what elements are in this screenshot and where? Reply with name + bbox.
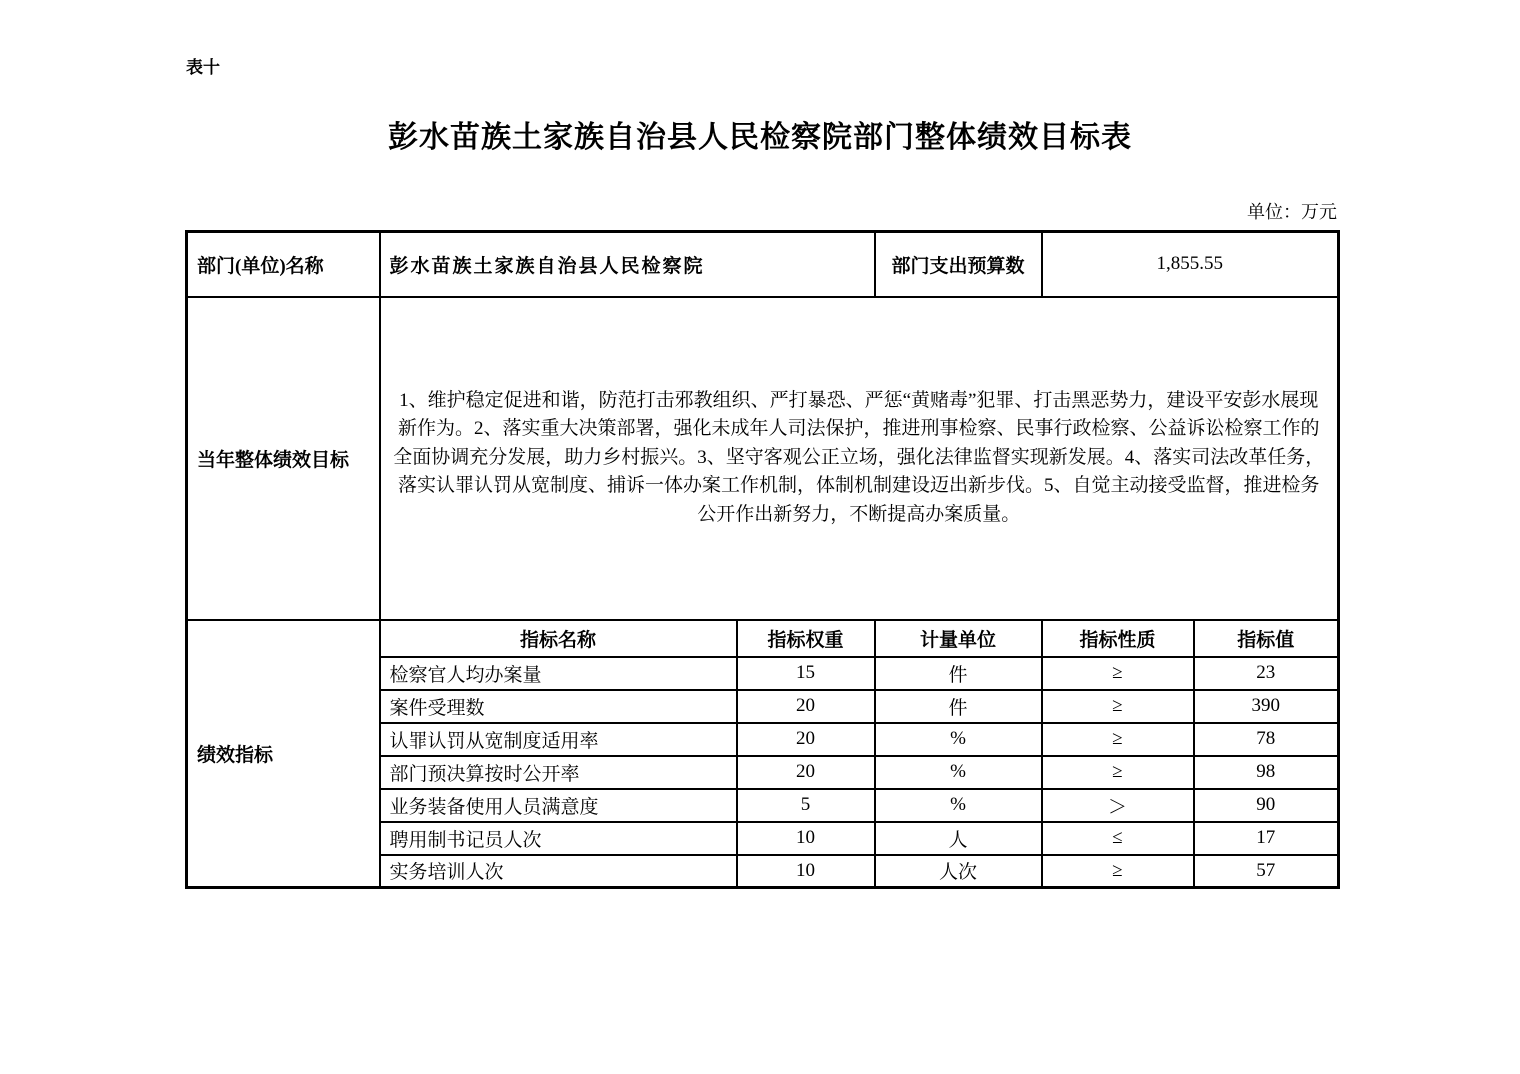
header-indicator-weight: 指标权重 xyxy=(737,620,875,657)
indicator-value-cell: 98 xyxy=(1194,756,1339,789)
indicator-value-cell: 17 xyxy=(1194,822,1339,855)
indicator-unit-cell: 件 xyxy=(875,690,1042,723)
indicator-value-cell: 78 xyxy=(1194,723,1339,756)
indicators-section-label: 绩效指标 xyxy=(187,620,380,888)
indicator-name-cell: 案件受理数 xyxy=(380,690,737,723)
indicator-value-cell: 390 xyxy=(1194,690,1339,723)
budget-label: 部门支出预算数 xyxy=(875,232,1042,297)
indicator-value-cell: 23 xyxy=(1194,657,1339,690)
indicator-weight-cell: 15 xyxy=(737,657,875,690)
table-number-label: 表十 xyxy=(186,58,220,77)
indicator-unit-cell: % xyxy=(875,789,1042,822)
header-measure-unit: 计量单位 xyxy=(875,620,1042,657)
header-indicator-value: 指标值 xyxy=(1194,620,1339,657)
indicator-header-row xyxy=(187,620,1339,657)
indicator-weight-cell: 10 xyxy=(737,855,875,888)
indicator-unit-cell: 人 xyxy=(875,822,1042,855)
indicator-name-cell: 检察官人均办案量 xyxy=(380,657,737,690)
indicator-unit-cell: 件 xyxy=(875,657,1042,690)
indicator-unit-cell: % xyxy=(875,756,1042,789)
indicator-name-cell: 实务培训人次 xyxy=(380,855,737,888)
department-row xyxy=(187,232,1339,297)
header-indicator-name: 指标名称 xyxy=(380,620,737,657)
indicator-weight-cell: 5 xyxy=(737,789,875,822)
indicator-name-cell: 认罪认罚从宽制度适用率 xyxy=(380,723,737,756)
department-name-value: 彭水苗族土家族自治县人民检察院 xyxy=(380,232,875,297)
indicator-unit-cell: % xyxy=(875,723,1042,756)
page-title: 彭水苗族土家族自治县人民检察院部门整体绩效目标表 xyxy=(388,121,1132,154)
indicator-value-cell: 90 xyxy=(1194,789,1339,822)
unit-note: 单位：万元 xyxy=(1247,202,1337,222)
indicator-name-cell: 聘用制书记员人次 xyxy=(380,822,737,855)
indicator-name-cell: 部门预决算按时公开率 xyxy=(380,756,737,789)
annual-goal-text: 1、维护稳定促进和谐，防范打击邪教组织、严打暴恐、严惩“黄赌毒”犯罪、打击黑恶势力，建设平安彭水展现新作为。2、落实重大决策部署，强化未成年人司法保护，推进刑事检察、民事行政检察、公益诉讼检察工作的全面协调充分发展，助力乡村振兴。3、坚守客观公正立场，强化法律监督实现新发展。4、落实司法改革任务，落实认罪认罚从宽制度、捕诉一体办案工作机制，体制机制建设迈出新步伐。5、自觉主动接受监督，推进检务公开作出新努力，不断提高办案质量。 xyxy=(380,297,1339,620)
indicator-nature-cell: ≥ xyxy=(1042,657,1194,690)
indicator-nature-cell: ≥ xyxy=(1042,756,1194,789)
indicator-unit-cell: 人次 xyxy=(875,855,1042,888)
indicator-nature-cell: ≥ xyxy=(1042,723,1194,756)
performance-target-table xyxy=(185,230,1340,889)
indicator-nature-cell: ＞ xyxy=(1042,789,1194,822)
annual-goal-row xyxy=(187,297,1339,620)
indicator-weight-cell: 20 xyxy=(737,723,875,756)
department-name-label: 部门(单位)名称 xyxy=(187,232,380,297)
indicator-weight-cell: 20 xyxy=(737,756,875,789)
header-indicator-nature: 指标性质 xyxy=(1042,620,1194,657)
indicator-nature-cell: ≤ xyxy=(1042,822,1194,855)
indicator-nature-cell: ≥ xyxy=(1042,855,1194,888)
indicator-value-cell: 57 xyxy=(1194,855,1339,888)
annual-goal-label: 当年整体绩效目标 xyxy=(187,297,380,620)
indicator-weight-cell: 10 xyxy=(737,822,875,855)
indicator-name-cell: 业务装备使用人员满意度 xyxy=(380,789,737,822)
indicator-weight-cell: 20 xyxy=(737,690,875,723)
budget-value: 1,855.55 xyxy=(1042,232,1339,297)
indicator-nature-cell: ≥ xyxy=(1042,690,1194,723)
